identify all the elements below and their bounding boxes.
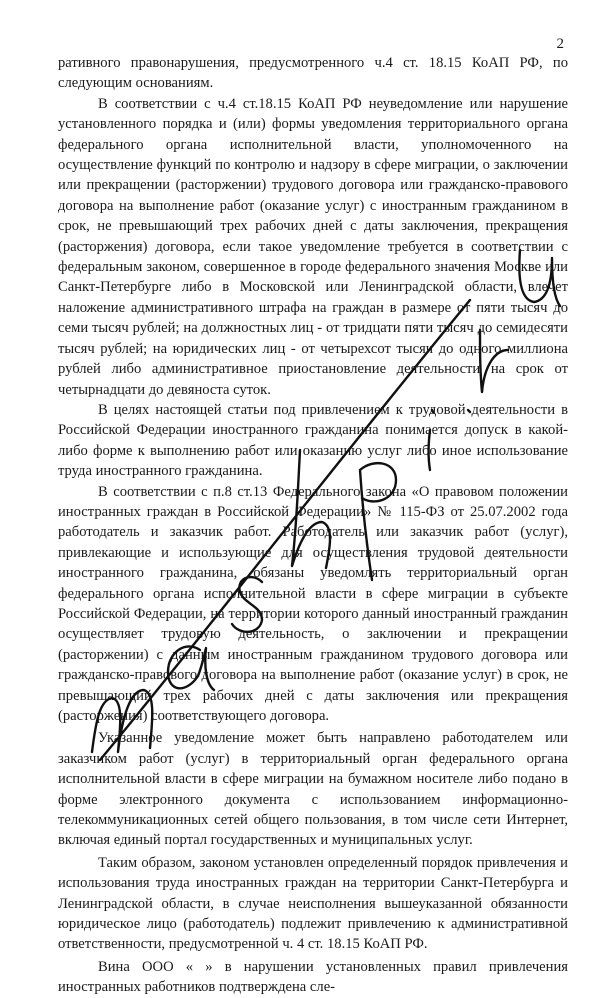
paragraph-4: В соответствии с п.8 ст.13 Федерального закона «О правовом положении иностранных граждан в Российской Федерации» № 115-ФЗ от 25.07.2002 года работодатель и заказчик работ. Работодатель или заказчик работ (услуг), привлекающие и использующие для осуществления трудовой деятельности иностранного гражданина, обязаны уведомлять территориальный орган федерального органа исполнительной власти в сфере миграции в субъекте Российской Федерации, на территории которого данный иностранный гражданин осуществляет трудовую деятельность, о заключении и прекращении (расторжении) с данным иностранным гражданином трудового договора или гражданско-правового договора на выполнение работ (оказание услуг) в срок, не превышающий трех рабочих дней с даты заключения или прекращения (расторжения) соответствующего договора. xyxy=(58,483,568,724)
paragraph-5: Указанное уведомление может быть направлено работодателем или заказчиком работ (услуг) в территориальный орган федерального органа исполнительной власти в сфере миграции на бумажном носителе либо подано в форме электронного документа с использованием информационно-телекоммуникационных сетей общего пользования, в том числе сети Интернет, включая единый портал государственных и муниципальных услуг. xyxy=(58,730,568,849)
paragraph-2: В соответствии с ч.4 ст.18.15 КоАП РФ неуведомление или нарушение установленного порядка и (или) формы уведомления территориального органа федерального органа исполнительной власти, уполномоченного на осуществление функций по контролю и надзору в сфере миграции, о заключении или прекращении (расторжении) трудового договора или гражданско-правового договора на выполнение работ (оказание услуг) с иностранным гражданином в срок, не превышающий трех рабочих дней с даты заключения, прекращения (расторжения) договора, если такое уведомление требуется в соответствии с федеральным законом, совершенное в городе федерального значения Москве или Санкт-Петербурге либо в Московской или Ленинградской области, влечет наложение административного штрафа на граждан в размере от пяти тысяч до семи тысяч рублей; на должностных лиц - от тридцати пяти тысяч до семидесяти тысяч рублей; на юридических лиц - от четырехсот тысяч до одного миллиона рублей либо административное приостановление деятельности на срок от четырнадцати до девяноста суток. xyxy=(58,95,568,398)
paragraph-3: В целях настоящей статьи под привлечением к трудовой деятельности в Российской Федерации иностранного гражданина понимается допуск в какой-либо форме к выполнению работ или оказанию услуг либо иное использование труда иностранного гражданина. xyxy=(58,401,568,480)
paragraph-7: Вина ООО « » в нарушении установленных правил привлечения иностранных работников подтверждена сле- xyxy=(58,958,568,996)
paragraph-1: ративного правонарушения, предусмотренного ч.4 ст. 18.15 КоАП РФ, по следующим основаниям. xyxy=(58,55,568,92)
paragraph-6: Таким образом, законом установлен определенный порядок привлечения и использования труда иностранных граждан на территории Санкт-Петербурга и Ленинградской области, в случае неисполнения вышеуказанной обязанности юридическое лицо (работодатель) подлежит привлечению к административной ответственности, предусмотренной ч. 4 ст. 18.15 КоАП РФ. xyxy=(58,854,568,953)
page-number: 2 xyxy=(556,36,564,52)
document-body xyxy=(58,53,568,998)
